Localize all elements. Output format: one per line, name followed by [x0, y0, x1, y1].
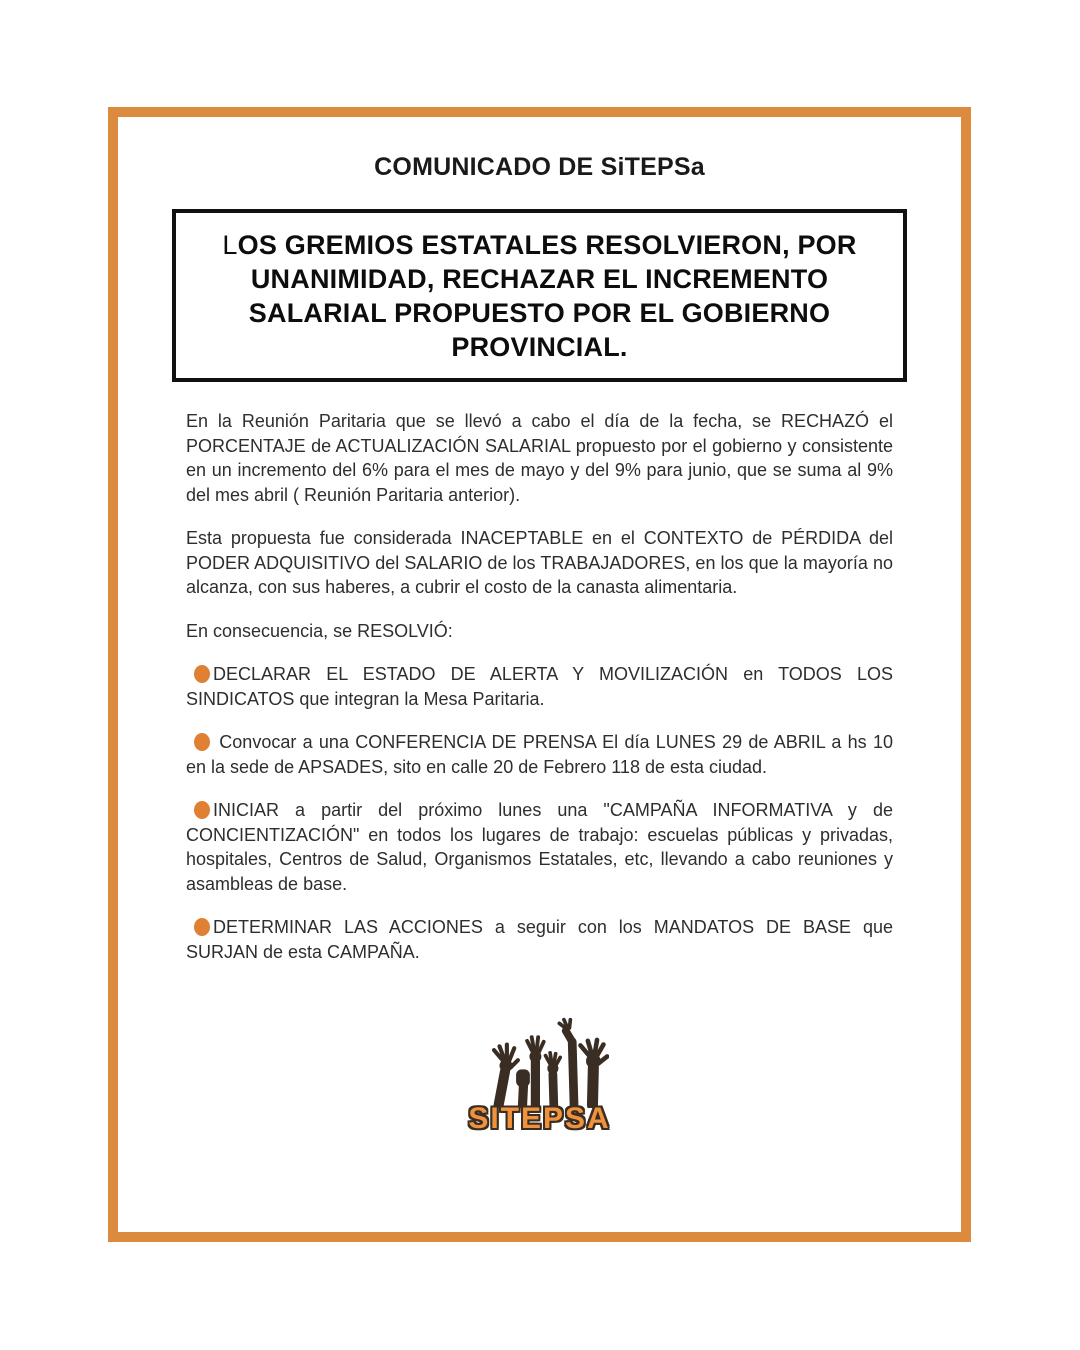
bullet-icon: [194, 733, 210, 751]
logo-wordmark: SITEPSA: [468, 1102, 611, 1135]
headline-text: OS GREMIOS ESTATALES RESOLVIERON, POR UNANIMIDAD, RECHAZAR EL INCREMENTO SALARIAL PROPUESTO POR EL GOBIERNO PROVINCIAL.: [237, 230, 857, 362]
bullet-icon: [194, 801, 210, 819]
headline-box: [172, 209, 907, 382]
orange-frame: [108, 107, 971, 1242]
headline-leading-letter: L: [222, 230, 238, 260]
bullet-icon: [194, 918, 210, 936]
sitepsa-logo: [186, 1016, 893, 1136]
resolution-item-text: DECLARAR EL ESTADO DE ALERTA Y MOVILIZACIÓN en TODOS LOS SINDICATOS que integran la Mesa Paritaria.: [186, 664, 893, 709]
resolution-item-text: Convocar a una CONFERENCIA DE PRENSA El día LUNES 29 de ABRIL a hs 10 en la sede de APSADES, sito en calle 20 de Febrero 118 de esta ciudad.: [186, 732, 893, 777]
page-title: COMUNICADO DE SiTEPSa: [374, 153, 705, 181]
document-content: [118, 150, 961, 1265]
resolution-item-text: INICIAR a partir del próximo lunes una "CAMPAÑA INFORMATIVA y de CONCIENTIZACIÓN" en todos los lugares de trabajo: escuelas públicas y privadas, hospitales, Centros de Salud, Organismos Estatales, etc, llevando a cabo reuniones y asambleas de base.: [186, 800, 893, 894]
resolution-item-text: DETERMINAR LAS ACCIONES a seguir con los MANDATOS DE BASE que SURJAN de esta CAMPAÑA.: [186, 917, 893, 962]
resolution-item: [186, 662, 893, 711]
paragraph-reunion-paritaria: En la Reunión Paritaria que se llevó a cabo el día de la fecha, se RECHAZÓ el PORCENTAJE de ACTUALIZACIÓN SALARIAL propuesto por el gobierno y consistente en un incremento del 6% para el mes de mayo y del 9% para junio, que se suma al 9% del mes abril ( Reunión Paritaria anterior).: [186, 411, 893, 505]
paragraph-propuesta-inaceptable: Esta propuesta fue considerada INACEPTABLE en el CONTEXTO de PÉRDIDA del PODER ADQUISITIVO del SALARIO de los TRABAJADORES, en los que la mayoría no alcanza, con sus haberes, a cubrir el costo de la canasta alimentaria.: [186, 528, 893, 597]
resolution-item: [186, 798, 893, 896]
paragraph-en-consecuencia: En consecuencia, se RESOLVIÓ:: [186, 620, 453, 641]
raised-hands-icon: [471, 1016, 609, 1108]
resolution-item: [186, 730, 893, 779]
resolution-item: [186, 915, 893, 964]
bullet-icon: [194, 665, 210, 683]
